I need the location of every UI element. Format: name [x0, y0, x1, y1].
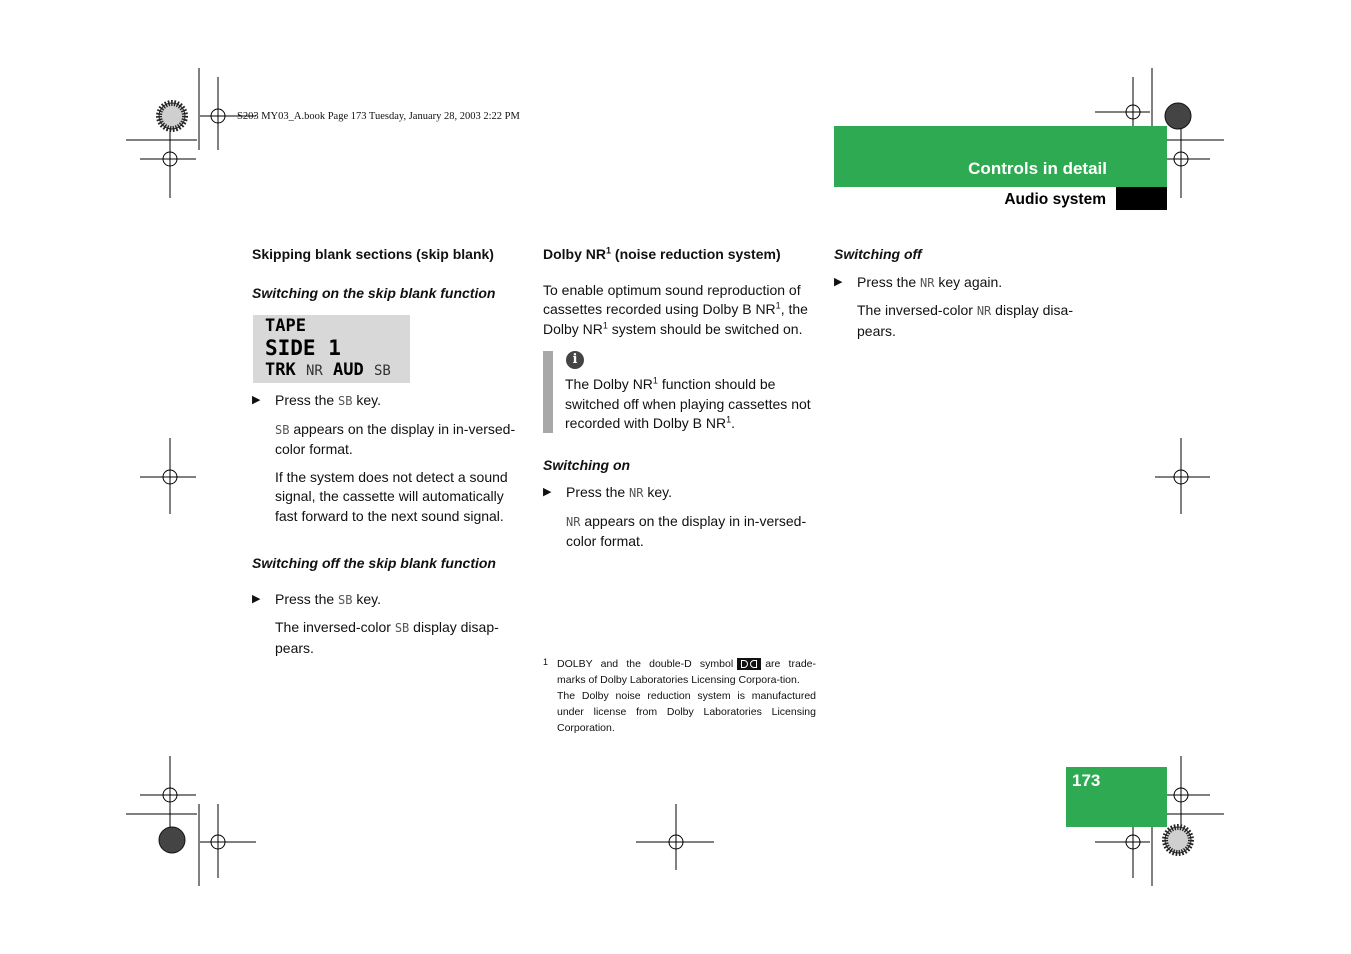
- triangle-right-icon: ▶: [834, 275, 843, 288]
- result-nr-disappears: [834, 301, 1094, 341]
- key-sb: SB: [275, 422, 290, 437]
- key-sb: SB: [338, 394, 353, 408]
- step-text: key.: [643, 484, 673, 500]
- footnote-text: DOLBY and the double-D symbol: [557, 658, 734, 670]
- radio-display: [253, 315, 410, 383]
- result-sb-disappears: [252, 618, 527, 658]
- column-skip-blank: [252, 245, 527, 666]
- heading-text: (noise reduction system): [611, 246, 781, 262]
- dolby-double-d-icon: [737, 658, 761, 670]
- info-note: [543, 351, 818, 434]
- heading-text: Dolby NR: [543, 246, 606, 262]
- footnote-ref: 1: [602, 319, 608, 330]
- display-line-1: TAPE: [265, 316, 306, 336]
- heading-nr-off: Switching off: [834, 246, 922, 262]
- section-title: Controls in detail: [968, 159, 1107, 178]
- body-text: appears on the display in in-versed-color format.: [566, 512, 807, 549]
- body-text: display disa-pears.: [857, 302, 1073, 339]
- footnote-text: The Dolby noise reduction system is manufactured under license from Dolby Laboratories Licensing Corporation.: [557, 690, 816, 734]
- key-sb: SB: [338, 592, 353, 607]
- display-sb: SB: [374, 363, 391, 379]
- step-text: Press the: [275, 590, 339, 607]
- footnote-mark: 1: [543, 657, 549, 667]
- key-nr: NR: [629, 486, 644, 500]
- result-nr-appears: [543, 512, 818, 552]
- body-text: function should be switched off when playing cassettes not recorded with Dolby B NR: [565, 376, 811, 431]
- note-bar: [543, 351, 553, 433]
- step-press-nr-again: [834, 273, 1094, 294]
- display-line-2: SIDE 1: [265, 336, 341, 360]
- body-text: The inversed-color: [857, 302, 977, 318]
- intro-paragraph: [543, 281, 818, 340]
- subsection-title: Audio system: [1004, 191, 1106, 208]
- footnote-body: [543, 656, 816, 736]
- footnote-ref: 1: [726, 414, 732, 425]
- heading-skip-blank-on: Switching on the skip blank function: [252, 284, 496, 301]
- step-text: key again.: [934, 273, 1003, 290]
- triangle-right-icon: ▶: [252, 592, 261, 605]
- footnote: [543, 656, 816, 736]
- step-press-sb: [252, 391, 527, 412]
- step-text: Press the: [857, 273, 921, 290]
- page-number: 173: [1072, 771, 1101, 790]
- body-text: system should be switched on.: [607, 320, 803, 337]
- heading-nr-on: Switching on: [543, 456, 631, 473]
- body-text: .: [731, 415, 735, 431]
- column-dolby-nr: [543, 245, 818, 560]
- step-text: key.: [352, 590, 382, 607]
- body-text: display disap-pears.: [275, 619, 499, 656]
- heading-dolby-nr: [543, 245, 818, 265]
- heading-skip-blank-off: Switching off the skip blank function: [252, 555, 496, 571]
- section-tab-marker: [1116, 187, 1167, 210]
- triangle-right-icon: ▶: [252, 394, 261, 406]
- step-press-nr: [543, 483, 818, 504]
- info-icon: i: [566, 351, 584, 369]
- step-text: Press the: [275, 392, 339, 408]
- heading-skip-blank: Skipping blank sections (skip blank): [252, 246, 494, 262]
- display-trk: TRK: [265, 360, 306, 380]
- key-nr: NR: [566, 514, 581, 529]
- note-text: [565, 375, 818, 434]
- result-sb-appears: [252, 420, 527, 460]
- print-slug: S203 MY03_A.book Page 173 Tuesday, January 28, 2003 2:22 PM: [237, 111, 520, 122]
- step-text: Press the: [566, 484, 630, 500]
- key-sb: SB: [394, 621, 410, 635]
- body-text: , the Dolby NR: [543, 301, 808, 337]
- key-nr: NR: [976, 304, 992, 318]
- body-text: To enable optimum sound reproduction of cassettes recorded using Dolby B NR: [543, 281, 801, 317]
- footnote-text: are trade-marks of Dolby Laboratories Licensing Corpora-tion.: [557, 658, 816, 686]
- footnote-ref: 1: [652, 375, 658, 386]
- body-text: The inversed-color: [275, 619, 395, 635]
- column-nr-off: [834, 245, 1094, 349]
- footnote-ref: 1: [606, 245, 612, 256]
- display-line-3: [265, 361, 410, 381]
- key-nr: NR: [920, 275, 935, 290]
- body-text: appears on the display in in-versed-color format.: [275, 420, 516, 457]
- triangle-right-icon: ▶: [543, 486, 552, 498]
- body-text: If the system does not detect a sound signal, the cassette will automatically fast forward to the next sound signal.: [275, 468, 508, 524]
- display-nr: NR: [305, 363, 323, 379]
- footnote-ref: 1: [775, 300, 781, 311]
- display-aud: AUD: [322, 360, 374, 380]
- body-text: The Dolby NR: [565, 376, 653, 392]
- step-press-sb-off: [252, 590, 527, 611]
- step-text: key.: [352, 392, 382, 408]
